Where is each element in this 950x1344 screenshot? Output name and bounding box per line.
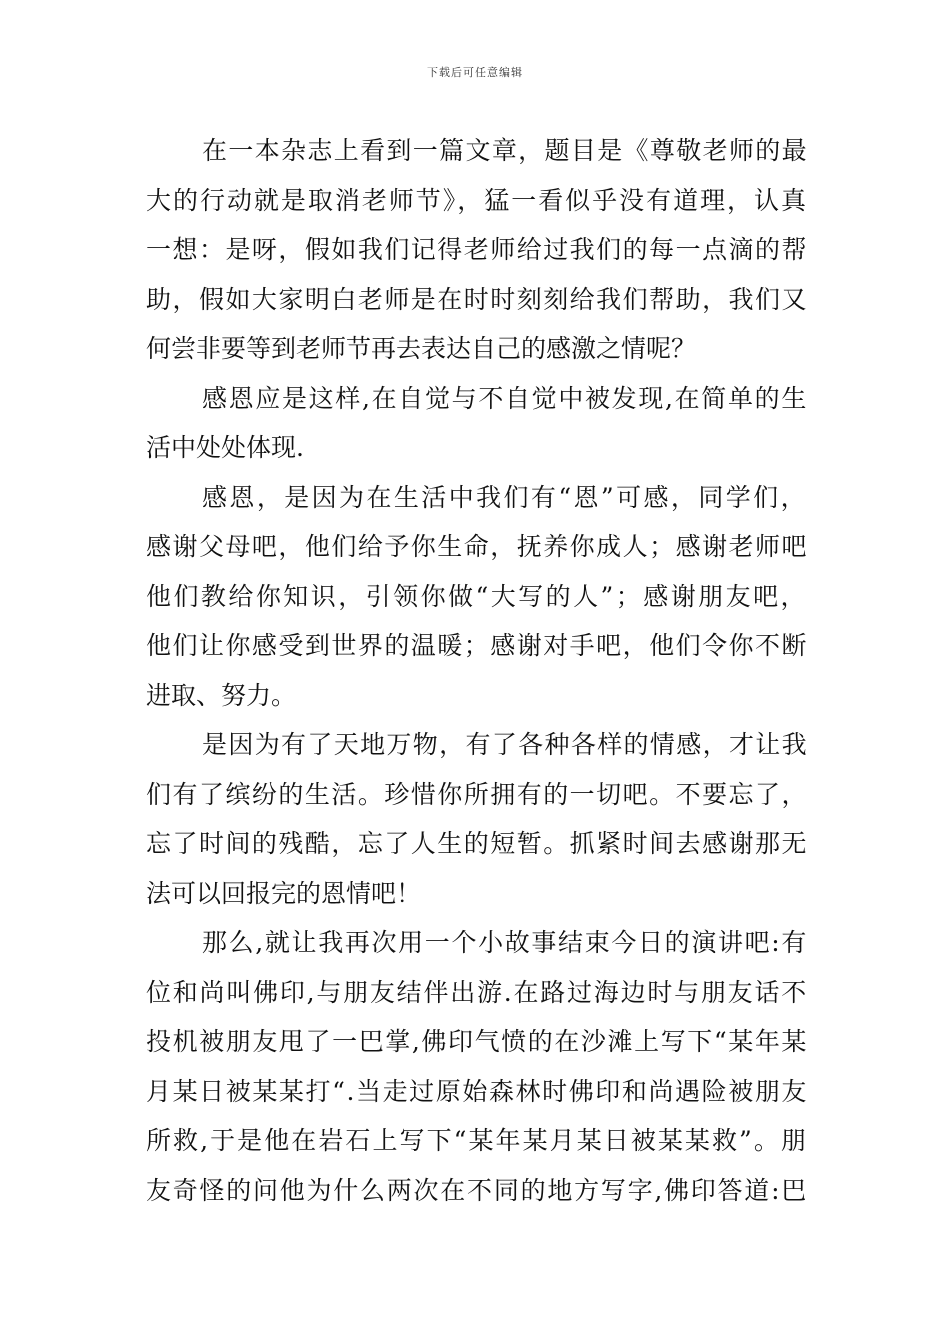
text-line: 他们教给你知识，引领你做“大写的人”；感谢朋友吧， (146, 581, 808, 611)
text-line: 们有了缤纷的生活。珍惜你所拥有的一切吧。不要忘了， (146, 779, 808, 809)
text-line: 投机被朋友甩了一巴掌,佛印气愤的在沙滩上写下“某年某 (146, 1027, 808, 1056)
text-line: 助，假如大家明白老师是在时时刻刻给我们帮助，我们又 (146, 284, 808, 314)
paragraph-first-line: 感恩，是因为在生活中我们有“恩”可感，同学们， (202, 482, 808, 512)
text-line: 大的行动就是取消老师节》，猛一看似乎没有道理，认真 (146, 185, 808, 215)
header-note: 下载后可任意编辑 (427, 66, 523, 79)
paragraph-first-line: 感恩应是这样,在自觉与不自觉中被发现,在简单的生 (202, 383, 808, 413)
text-line: 活中处处体现. (146, 433, 304, 462)
paragraph-first-line: 那么,就让我再次用一个小故事结束今日的演讲吧:有 (202, 928, 808, 957)
text-line: 他们让你感受到世界的温暖；感谢对手吧，他们令你不断 (146, 631, 808, 660)
text-line: 所救,于是他在岩石上写下“某年某月某日被某某救”。朋 (146, 1126, 808, 1155)
text-line: 友奇怪的问他为什么两次在不同的地方写字,佛印答道:巴 (146, 1175, 808, 1205)
text-line: 法可以回报完的恩情吧！ (146, 878, 422, 908)
text-line: 进取、努力。 (146, 680, 297, 710)
text-line: 一想：是呀，假如我们记得老师给过我们的每一点滴的帮 (146, 235, 808, 264)
text-line: 月某日被某某打“.当走过原始森林时佛印和尚遇险被朋友 (146, 1076, 808, 1106)
text-line: 何尝非要等到老师节再去表达自己的感激之情呢？ (146, 334, 697, 363)
paragraph-first-line: 是因为有了天地万物，有了各种各样的情感，才让我 (202, 730, 808, 759)
text-line: 位和尚叫佛印,与朋友结伴出游.在路过海边时与朋友话不 (146, 977, 808, 1007)
paragraph-first-line: 在一本杂志上看到一篇文章，题目是《尊敬老师的最 (202, 136, 808, 165)
document-body (146, 126, 808, 1215)
text-line: 感谢父母吧，他们给予你生命，抚养你成人；感谢老师吧 (146, 532, 808, 561)
text-line: 忘了时间的残酷，忘了人生的短暂。抓紧时间去感谢那无 (146, 829, 808, 858)
